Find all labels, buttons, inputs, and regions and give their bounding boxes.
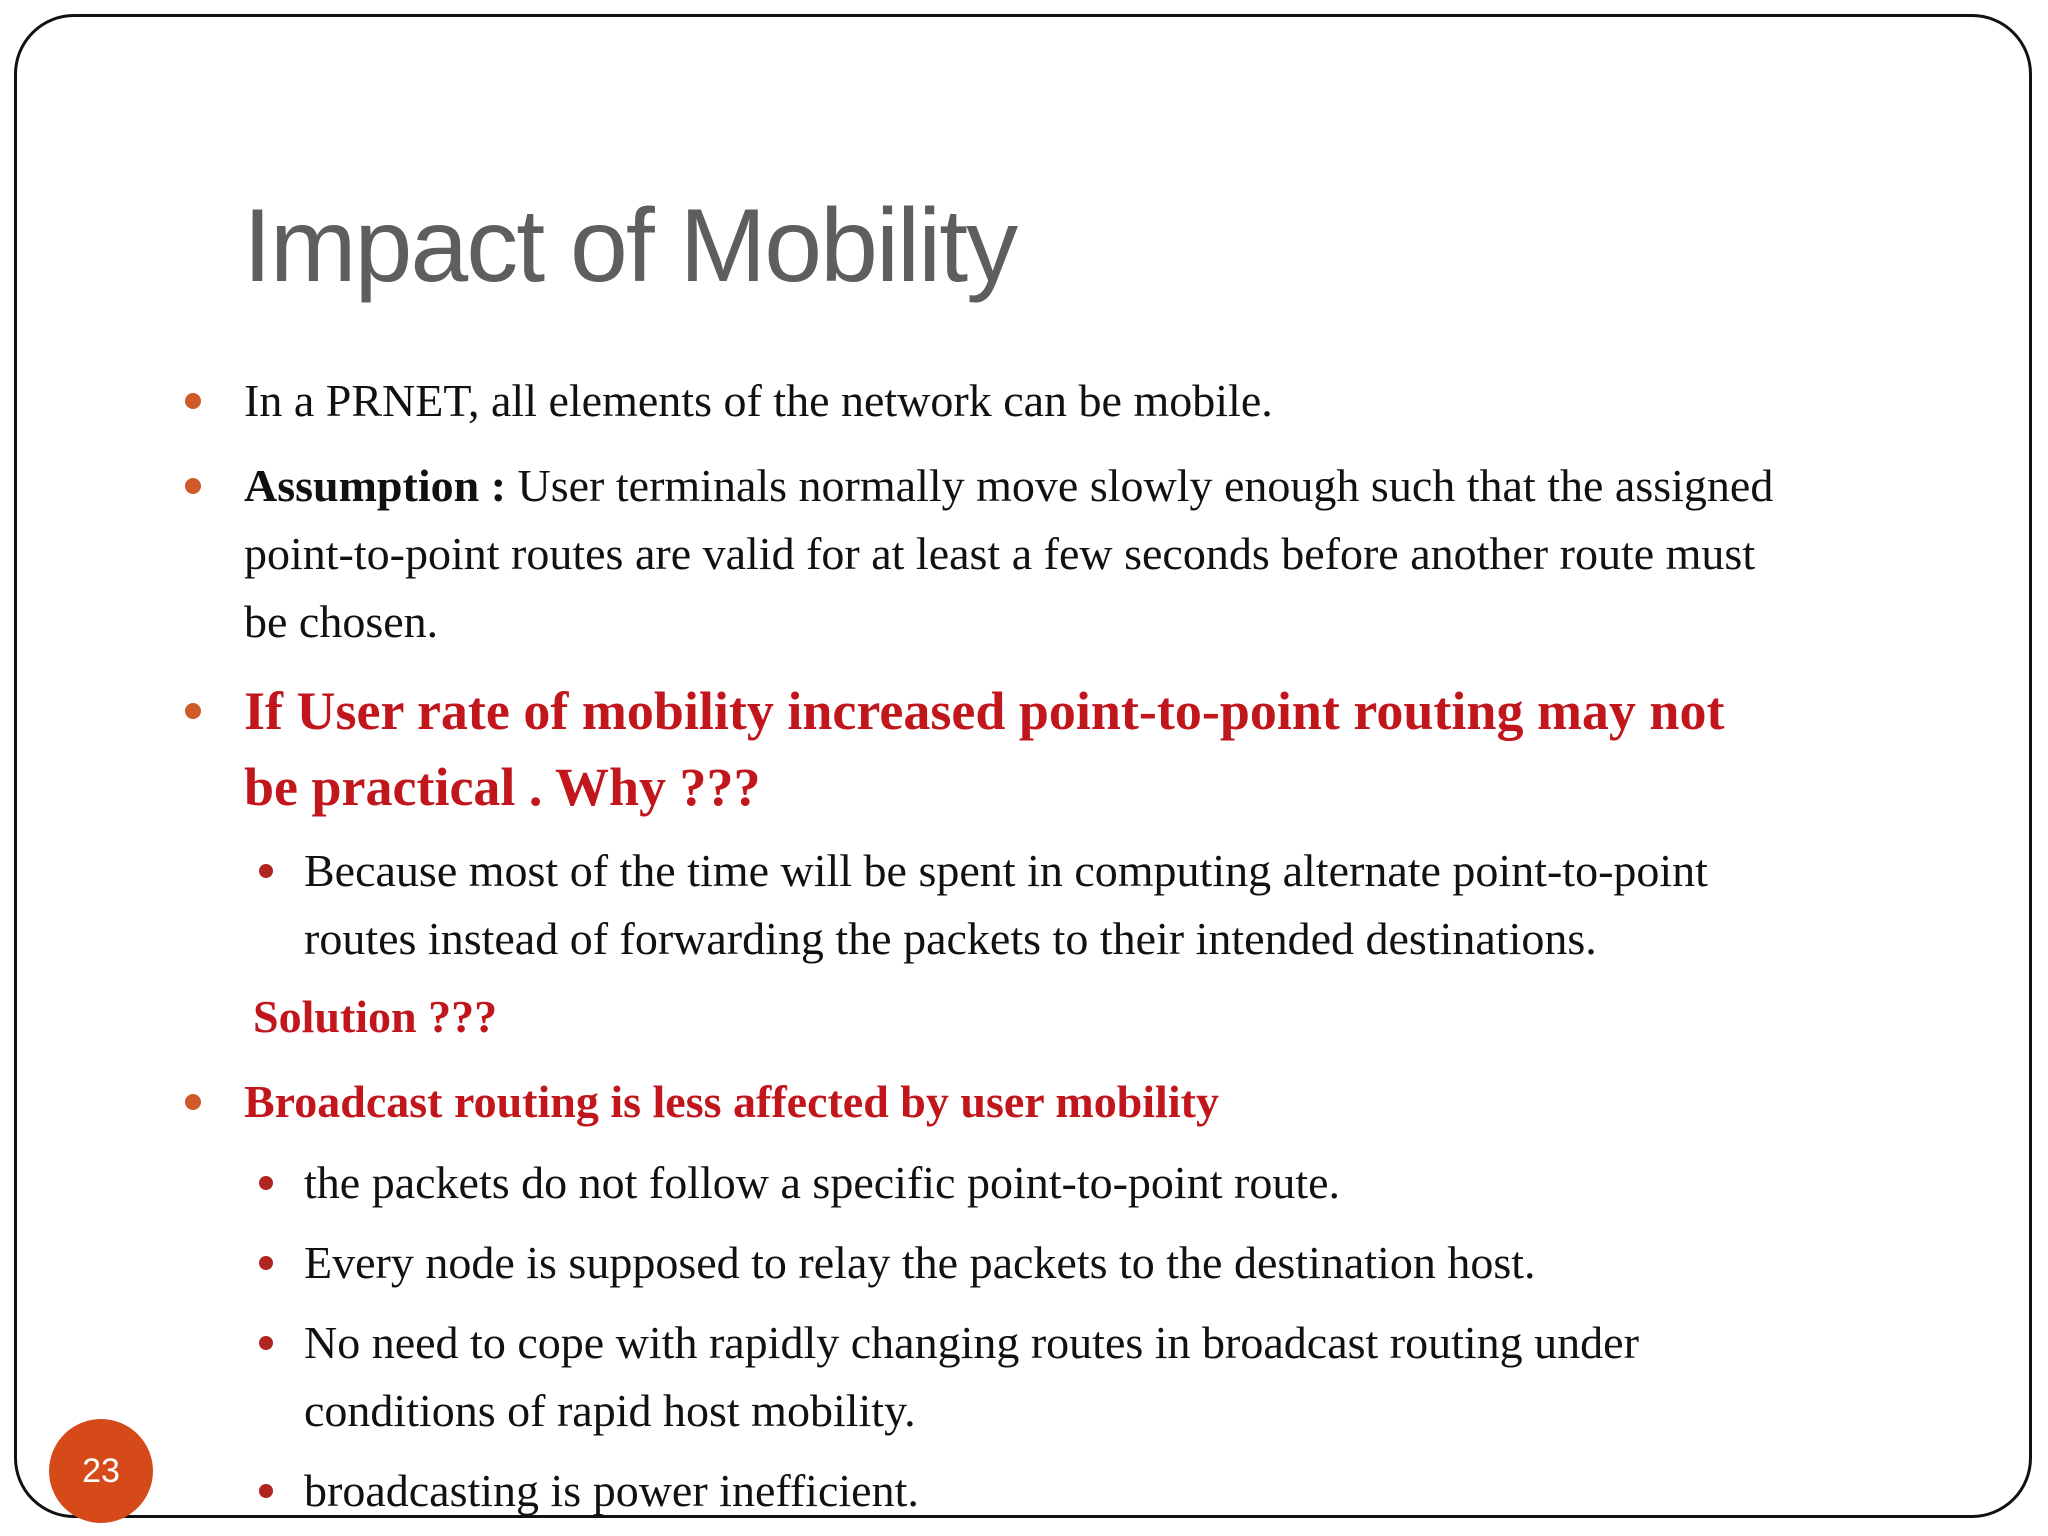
bullet-text-emphasis: be practical . Why ??? <box>244 757 761 817</box>
bullet-dot-icon <box>185 1094 201 1110</box>
bullet-text-continuation: point-to-point routes are valid for at least a few seconds before another route must <box>244 528 1756 579</box>
page-number-badge: 23 <box>49 1419 153 1523</box>
bullet-text: In a PRNET, all elements of the network can be mobile. <box>244 375 1273 426</box>
bullet-text-continuation: be chosen. <box>244 596 439 647</box>
sub-bullet-text: broadcasting is power inefficient. <box>304 1465 919 1516</box>
assumption-text: User terminals normally move slowly enough such that the assigned <box>506 460 1774 511</box>
sub-bullet-text: No need to cope with rapidly changing routes in broadcast routing under <box>304 1317 1639 1368</box>
sub-bullet-text: conditions of rapid host mobility. <box>304 1385 916 1436</box>
bullet-dot-icon <box>259 1256 273 1270</box>
assumption-label: Assumption : <box>244 460 507 511</box>
sub-bullet-text: Every node is supposed to relay the packets to the destination host. <box>304 1237 1536 1288</box>
bullet-dot-icon <box>259 1484 273 1498</box>
solution-text: Solution ??? <box>253 991 498 1042</box>
bullet-dot-icon <box>259 1336 273 1350</box>
bullet-dot-icon <box>259 864 273 878</box>
bullet-text <box>244 452 1773 520</box>
bullet-text-emphasis: If User rate of mobility increased point-to-point routing may not <box>244 681 1725 741</box>
slide-frame <box>14 14 2032 1518</box>
bullet-dot-icon <box>259 1176 273 1190</box>
bullet-dot-icon <box>185 393 201 409</box>
sub-bullet-text: routes instead of forwarding the packets to their intended destinations. <box>304 913 1597 964</box>
bullet-dot-icon <box>185 478 201 494</box>
slide-title: Impact of Mobility <box>243 188 1017 304</box>
bullet-dot-icon <box>185 703 201 719</box>
sub-bullet-text: Because most of the time will be spent in computing alternate point-to-point <box>304 845 1708 896</box>
sub-bullet-text: the packets do not follow a specific point-to-point route. <box>304 1157 1341 1208</box>
bullet-text-emphasis: Broadcast routing is less affected by user mobility <box>244 1076 1219 1127</box>
